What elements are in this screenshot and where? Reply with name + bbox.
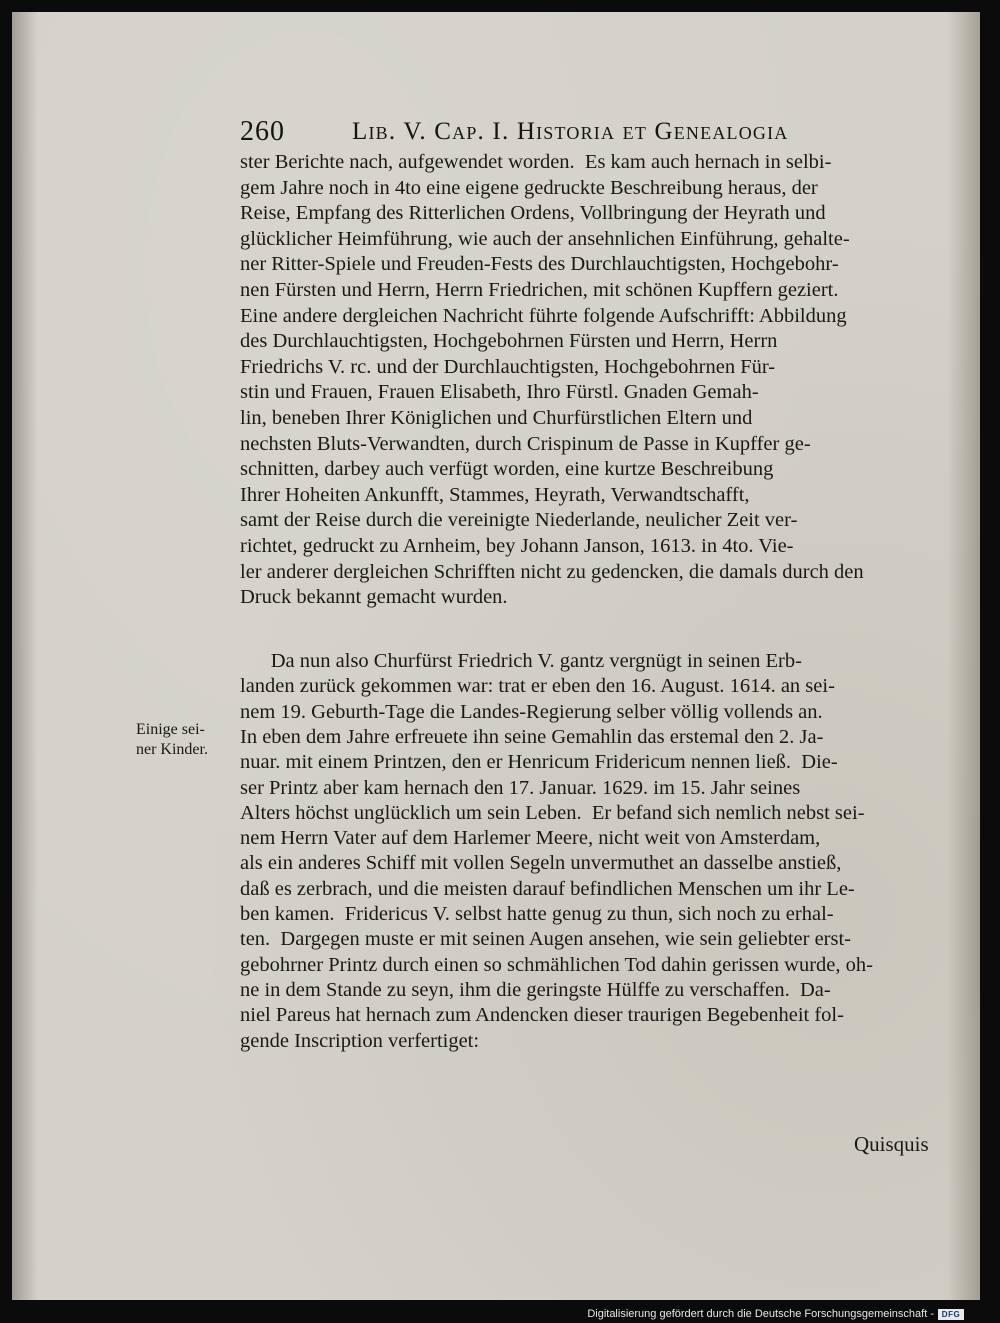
running-title: Lib. V. Cap. I. Historia et Genealogia <box>352 118 789 145</box>
text-line: Eine andere dergleichen Nachricht führte folgende Aufschrifft: Abbildung <box>240 304 847 327</box>
text-line: ten. Dargegen muste er mit seinen Augen ansehen, wie sein geliebter erst- <box>240 928 852 951</box>
margin-note <box>136 720 248 760</box>
page-edge-shadow <box>12 12 38 1300</box>
text-line: Alters höchst unglücklich um sein Leben. Er befand sich nemlich nebst sei- <box>240 801 865 824</box>
text-line: gem Jahre noch in 4to eine eigene gedruckte Beschreibung heraus, der <box>240 176 818 199</box>
dfg-logo: DFG <box>938 1309 964 1320</box>
text-line: ser Printz aber kam hernach den 17. Januar. 1629. im 15. Jahr seines <box>240 776 801 799</box>
text-line: schnitten, darbey auch verfügt worden, eine kurtze Beschreibung <box>240 458 774 481</box>
page-number: 260 <box>240 116 285 147</box>
text-line: lin, beneben Ihrer Königlichen und Churfürstlichen Eltern und <box>240 407 753 429</box>
text-line: gende Inscription verfertiget: <box>240 1029 480 1052</box>
text-line: ster Berichte nach, aufgewendet worden. Es kam auch hernach in selbi- <box>240 151 832 173</box>
text-line: als ein anderes Schiff mit vollen Segeln unvermuthet an dasselbe anstieß, <box>240 852 842 875</box>
text-line: gebohrner Printz durch einen so schmählichen Tod dahin gerissen wurde, oh- <box>240 953 873 976</box>
book-page <box>12 12 980 1300</box>
text-line: nen Fürsten und Herrn, Herrn Friedrichen, mit schönen Kupffern geziert. <box>240 279 839 301</box>
text-line: nechsten Bluts-Verwandten, durch Crispinum de Passe in Kupffer ge- <box>240 432 811 455</box>
text-line: nem 19. Geburth-Tage die Landes-Regierung selber völlig vollends an. <box>240 700 823 723</box>
text-line: ler anderer dergleichen Schrifften nicht zu gedencken, die damals durch den <box>240 560 864 583</box>
text-line: ne in dem Stande zu seyn, ihm die geringste Hülffe zu verschaffen. Da- <box>240 978 831 1001</box>
text-line: ben kamen. Fridericus V. selbst hatte genug zu thun, sich noch zu erhal- <box>240 903 834 925</box>
text-line: In eben dem Jahre erfreuete ihn seine Gemahlin das erstemal den 2. Ja- <box>240 725 824 748</box>
text-line: nuar. mit einem Printzen, den er Henricum Fridericum nennen ließ. Die- <box>240 751 838 774</box>
text-line: landen zurück gekommen war: trat er eben den 16. August. 1614. an sei- <box>240 675 835 698</box>
text-line: daß es zerbrach, und die meisten darauf befindlichen Menschen um ihr Le- <box>240 877 855 900</box>
footer-credit <box>587 1308 964 1320</box>
text-line: Friedrichs V. rc. und der Durchlauchtigsten, Hochgebohrnen Für- <box>240 355 776 378</box>
text-line: Ihrer Hoheiten Ankunfft, Stammes, Heyrath, Verwandtschafft, <box>240 483 750 506</box>
text-line: Da nun also Churfürst Friedrich V. gantz vergnügt in seinen Erb- <box>240 650 802 672</box>
text-line: ner Ritter-Spiele und Freuden-Fests des Durchlauchtigsten, Hochgebohr- <box>240 253 839 276</box>
text-line: des Durchlauchtigsten, Hochgebohrnen Fürsten und Herrn, Herrn <box>240 330 778 353</box>
text-line: Druck bekannt gemacht wurden. <box>240 586 508 609</box>
text-line: richtet, gedruckt zu Arnheim, bey Johann Janson, 1613. in 4to. Vie- <box>240 535 794 557</box>
margin-note-line: Einige sei- <box>136 721 205 738</box>
text-line: Reise, Empfang des Ritterlichen Ordens, Vollbringung der Heyrath und <box>240 202 826 225</box>
catchword: Quisquis <box>854 1132 929 1156</box>
text-line: glücklicher Heimführung, wie auch der ansehnlichen Einführung, gehalte- <box>240 227 850 250</box>
margin-note-line: ner Kinder. <box>136 741 208 758</box>
text-line: niel Pareus hat hernach zum Andencken dieser traurigen Begebenheit fol- <box>240 1004 844 1027</box>
text-line: nem Herrn Vater auf dem Harlemer Meere, nicht weit von Amsterdam, <box>240 827 821 850</box>
text-line: stin und Frauen, Frauen Elisabeth, Ihro Fürstl. Gnaden Gemah- <box>240 381 759 404</box>
page-fold-shadow <box>947 12 980 1300</box>
text-line: samt der Reise durch die vereinigte Niederlande, neulicher Zeit ver- <box>240 509 798 532</box>
footer-text: Digitalisierung gefördert durch die Deutsche Forschungsgemeinschaft - <box>587 1308 934 1320</box>
